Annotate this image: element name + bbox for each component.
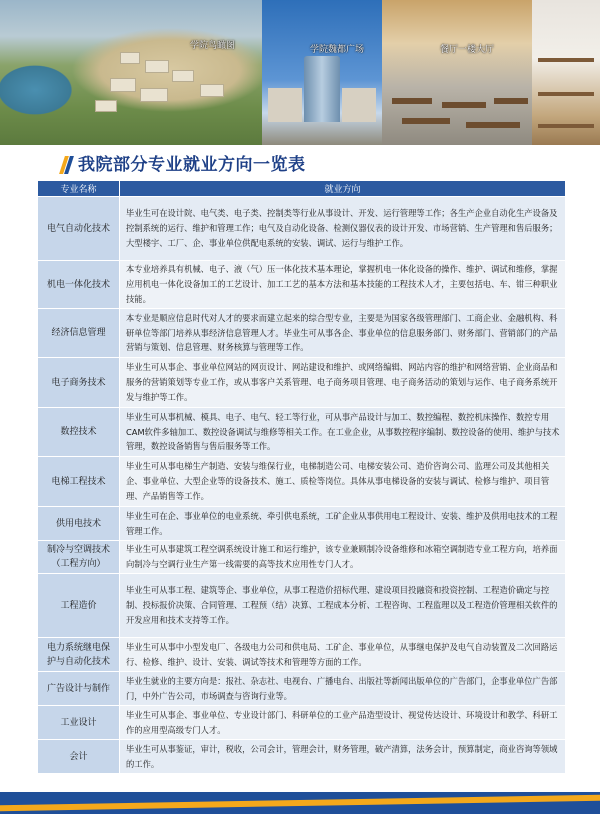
table-row: [38, 457, 566, 507]
major-name-cell: [38, 672, 120, 706]
photo-caption: 学院魏都广场: [310, 45, 365, 55]
table-header-row: [38, 181, 566, 197]
major-name: 机电一体化技术: [46, 279, 110, 290]
table-row: [38, 574, 566, 638]
direction-cell: 毕业生可从事企、事业单位网站的网页设计、网站建设和维护、或网络编辑、网站内容的维护和网络营销、企业商品和服务的营销策划等专业工作，或从事客户关系管理、电子商务项目管理、电子商务活动的策划与运作、电子商务系统开发与维护等工作。: [120, 358, 566, 408]
major-name-cell: [38, 261, 120, 309]
major-name-cell: [38, 358, 120, 408]
major-name: 会计: [69, 751, 88, 762]
photo-caption: 餐厅一楼大厅: [440, 45, 495, 55]
direction-cell: 本专业培养具有机械、电子、液（气）压一体化技术基本理论，掌握机电一体化设备的操作、维护、调试和维修，掌握应用机电一体化设备加工的工艺设计、加工工艺的基本方法和基本技能的工程技术人才，主要包括电、车、钳三种职业技能。: [120, 261, 566, 309]
major-name-cell: [38, 740, 120, 774]
major-name: 工程造价: [60, 600, 97, 611]
major-name: 电气自动化技术: [46, 223, 110, 234]
table-row: [38, 706, 566, 740]
photo-square: [262, 0, 382, 145]
photo-canteen-hall: [382, 0, 532, 145]
major-name: 工业设计: [60, 717, 97, 728]
major-name: 数控技术: [60, 427, 97, 437]
table-row: [38, 541, 566, 574]
major-name: 电子商务技术: [51, 377, 106, 388]
direction-cell: 毕业生可从事建筑工程空调系统设计施工和运行维护，该专业兼顾制冷设备维修和冰箱空调制造专业工程方向，培养面向制冷与空调行业生产第一线需要的高等技术应用性专门人才。: [120, 541, 566, 574]
major-name-cell: [38, 408, 120, 457]
table-row: [38, 672, 566, 706]
heading-accent-icon: [62, 156, 72, 174]
major-name: 电梯工程技术: [51, 476, 106, 487]
footer-band: [0, 792, 600, 814]
table-row: [38, 309, 566, 358]
table-row: [38, 261, 566, 309]
table-row: [38, 507, 566, 541]
major-name-cell: [38, 574, 120, 638]
major-name-cell: [38, 638, 120, 672]
direction-cell: 本专业是顺应信息时代对人才的要求而建立起来的综合型专业，主要是为国家各级管理部门、工商企业、金融机构、科研单位等部门培养从事经济信息管理人才。毕业生可从事各企、事业单位的信息服务部门、财务部门、营销部门的产品营销与策划、信息管理、财务核算与管理等工作。: [120, 309, 566, 358]
table-row: [38, 408, 566, 457]
major-name-cell: [38, 706, 120, 740]
table-row: [38, 197, 566, 261]
direction-cell: 毕业生可在企、事业单位的电业系统、牵引供电系统，工矿企业从事供用电工程设计、安装、维护及供用电技术的工程管理工作。: [120, 507, 566, 541]
photo-dormitory: [532, 0, 600, 145]
photo-caption: 学院鸟瞰图: [190, 41, 236, 51]
column-header-major: 专业名称: [38, 181, 120, 197]
direction-cell: 毕业生可从事企、事业单位、专业设计部门、科研单位的工业产品造型设计、视觉传达设计、环境设计和教学、科研工作的应用型高级专门人才。: [120, 706, 566, 740]
table-row: [38, 638, 566, 672]
employment-direction-table: [37, 180, 566, 774]
major-name: 经济信息管理: [51, 328, 106, 338]
major-name-line: （工程方向）: [51, 559, 106, 569]
direction-cell: 毕业生可从事鉴证，审计，税收，公司会计，管理会计，财务管理，破产清算，法务会计，预算制定，商业咨询等领域的工作。: [120, 740, 566, 774]
major-name-line: 护与自动化技术: [46, 656, 110, 667]
major-name-line: 制冷与空调技术: [46, 545, 110, 555]
photo-aerial-view: [0, 0, 262, 145]
major-name: 广告设计与制作: [46, 683, 110, 694]
table-row: [38, 358, 566, 408]
column-header-direction: 就业方向: [120, 181, 566, 197]
major-name-cell: [38, 457, 120, 507]
major-name-cell: [38, 309, 120, 358]
direction-cell: 毕业生可从事工程、建筑等企、事业单位，从事工程造价招标代理、建设项目投融资和投资控制、工程造价确定与控制、投标报价决策、合同管理、工程预（结）决算、工程成本分析、工程咨询、工程监理以及工程造价管理相关软件的开发应用和技术支持等工作。: [120, 574, 566, 638]
page-title: 我院部分专业就业方向一览表: [78, 155, 306, 175]
photo-strip: [0, 0, 600, 145]
major-name-line: 电力系统继电保: [46, 642, 110, 653]
direction-cell: 毕业生可在设计院、电气类、电子类、控制类等行业从事设计、开发、运行管理等工作；各生产企业自动化生产设备及控制系统的运行、维护和管理工作；电气及自动化设备、检测仪器仪表的设计开发、市场营销、生产管理和售后服务；大型楼宇、工厂、企、事业单位供配电系统的安装、调试、运行与维护工作。: [120, 197, 566, 261]
direction-cell: 毕业生可从事中小型发电厂、各级电力公司和供电局、工矿企、事业单位，从事继电保护及电气自动装置及二次回路运行、检修、维护、设计、安装、调试等技术和管理等方面的工作。: [120, 638, 566, 672]
direction-cell: 毕业生可从事机械、模具、电子、电气、轻工等行业，可从事产品设计与加工、数控编程、数控机床操作、数控专用CAM软件多轴加工、数控设备调试与维修等相关工作。在工业企业，从事数控程序编制、数控设备的使用、维护与技术管理，数控设备销售与售后服务等工作。: [120, 408, 566, 457]
major-name: 供用电技术: [55, 518, 101, 529]
table-row: [38, 740, 566, 774]
direction-cell: 毕业生就业的主要方向是：报社、杂志社、电视台、广播电台、出版社等新闻出版单位的广告部门，企事业单位广告部门，中外广告公司，市场调查与咨询行业等。: [120, 672, 566, 706]
major-name-cell: [38, 197, 120, 261]
major-name-cell: [38, 541, 120, 574]
direction-cell: 毕业生可从事电梯生产制造、安装与维保行业，电梯制造公司、电梯安装公司、造价咨询公司、监理公司及其他相关企、事业单位、大型企业等的设备技术、施工、质检等岗位。具体从事电梯设备的安装与调试、检修与维护、项目管理、产品销售等工作。: [120, 457, 566, 507]
major-name-cell: [38, 507, 120, 541]
